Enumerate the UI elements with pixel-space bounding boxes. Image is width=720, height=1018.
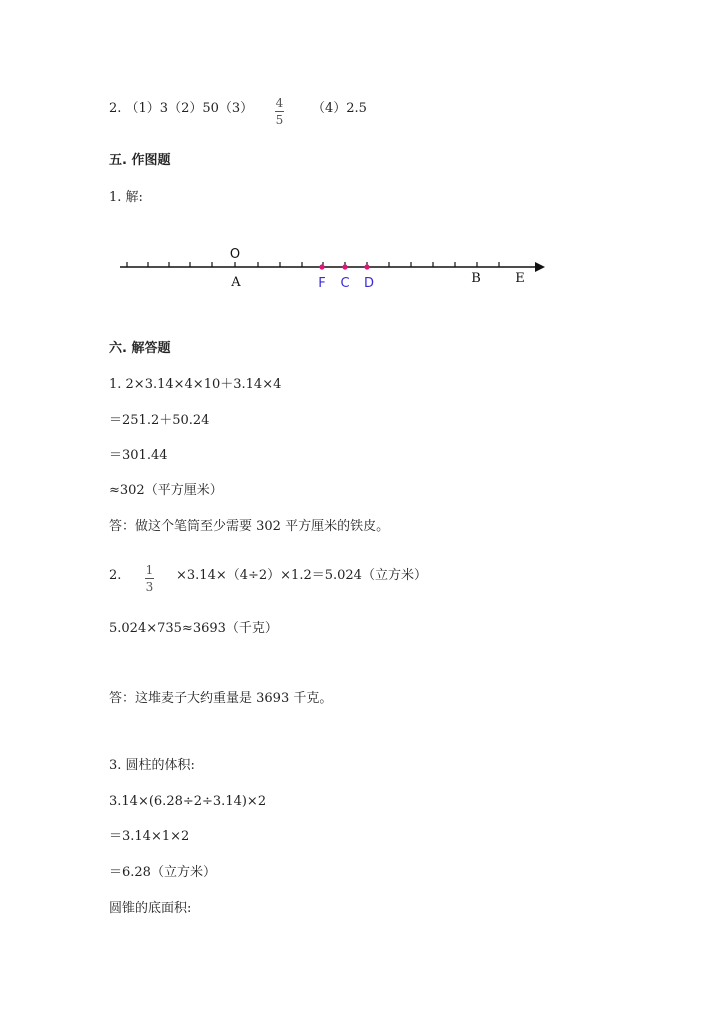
q1-line3: ＝301.44: [109, 448, 168, 463]
q2-answer: 答：这堆麦子大约重量是 3693 千克。: [109, 691, 333, 706]
section-heading-answers: 六. 解答题: [109, 341, 171, 356]
q2-one-third-fraction: [145, 563, 154, 594]
q3-line3: ＝6.28（立方米）: [109, 865, 216, 880]
drawing-q1-label: 1. 解:: [109, 190, 143, 205]
q3-line4: 圆锥的底面积:: [109, 901, 192, 916]
number-line-diagram: [115, 240, 555, 296]
q3-line1: 3.14×(6.28÷2÷3.14)×2: [109, 794, 267, 809]
label-a: A: [231, 275, 241, 290]
point-d-dot: [364, 264, 369, 269]
label-d: D: [363, 276, 375, 291]
fraction-numerator: 1: [145, 563, 154, 577]
q2-answer-suffix: （4）2.5: [312, 101, 367, 116]
label-f: F: [318, 276, 326, 291]
point-c-dot: [342, 264, 347, 269]
label-b: B: [471, 271, 481, 286]
q1-line1: 1. 2×3.14×4×10＋3.14×4: [109, 377, 282, 392]
q1-line2: ＝251.2＋50.24: [109, 413, 210, 428]
q2-label: 2.: [109, 568, 122, 583]
section-heading-drawing: 五. 作图题: [109, 153, 171, 168]
fraction-bar: [145, 578, 154, 579]
label-e: E: [515, 271, 525, 286]
fraction-denominator: 3: [145, 580, 154, 594]
q3-label: 3. 圆柱的体积:: [109, 758, 195, 773]
label-o: O: [229, 247, 241, 262]
number-line-arrow: [535, 262, 545, 272]
point-f-dot: [319, 264, 324, 269]
fraction-bar: [275, 111, 284, 112]
q1-answer: 答：做这个笔筒至少需要 302 平方厘米的铁皮。: [109, 519, 390, 534]
q2-expression: ×3.14×（4÷2）×1.2＝5.024（立方米）: [176, 568, 427, 583]
q2-answer-prefix: 2. （1）3（2）50（3）: [109, 101, 254, 116]
q2-line2: 5.024×735≈3693（千克）: [109, 621, 278, 636]
q3-line2: ＝3.14×1×2: [109, 829, 190, 844]
label-c: C: [340, 276, 350, 291]
fraction-denominator: 5: [275, 113, 284, 127]
q2-fraction: [275, 96, 284, 127]
q1-line4: ≈302（平方厘米）: [109, 483, 223, 498]
fraction-numerator: 4: [275, 96, 284, 110]
